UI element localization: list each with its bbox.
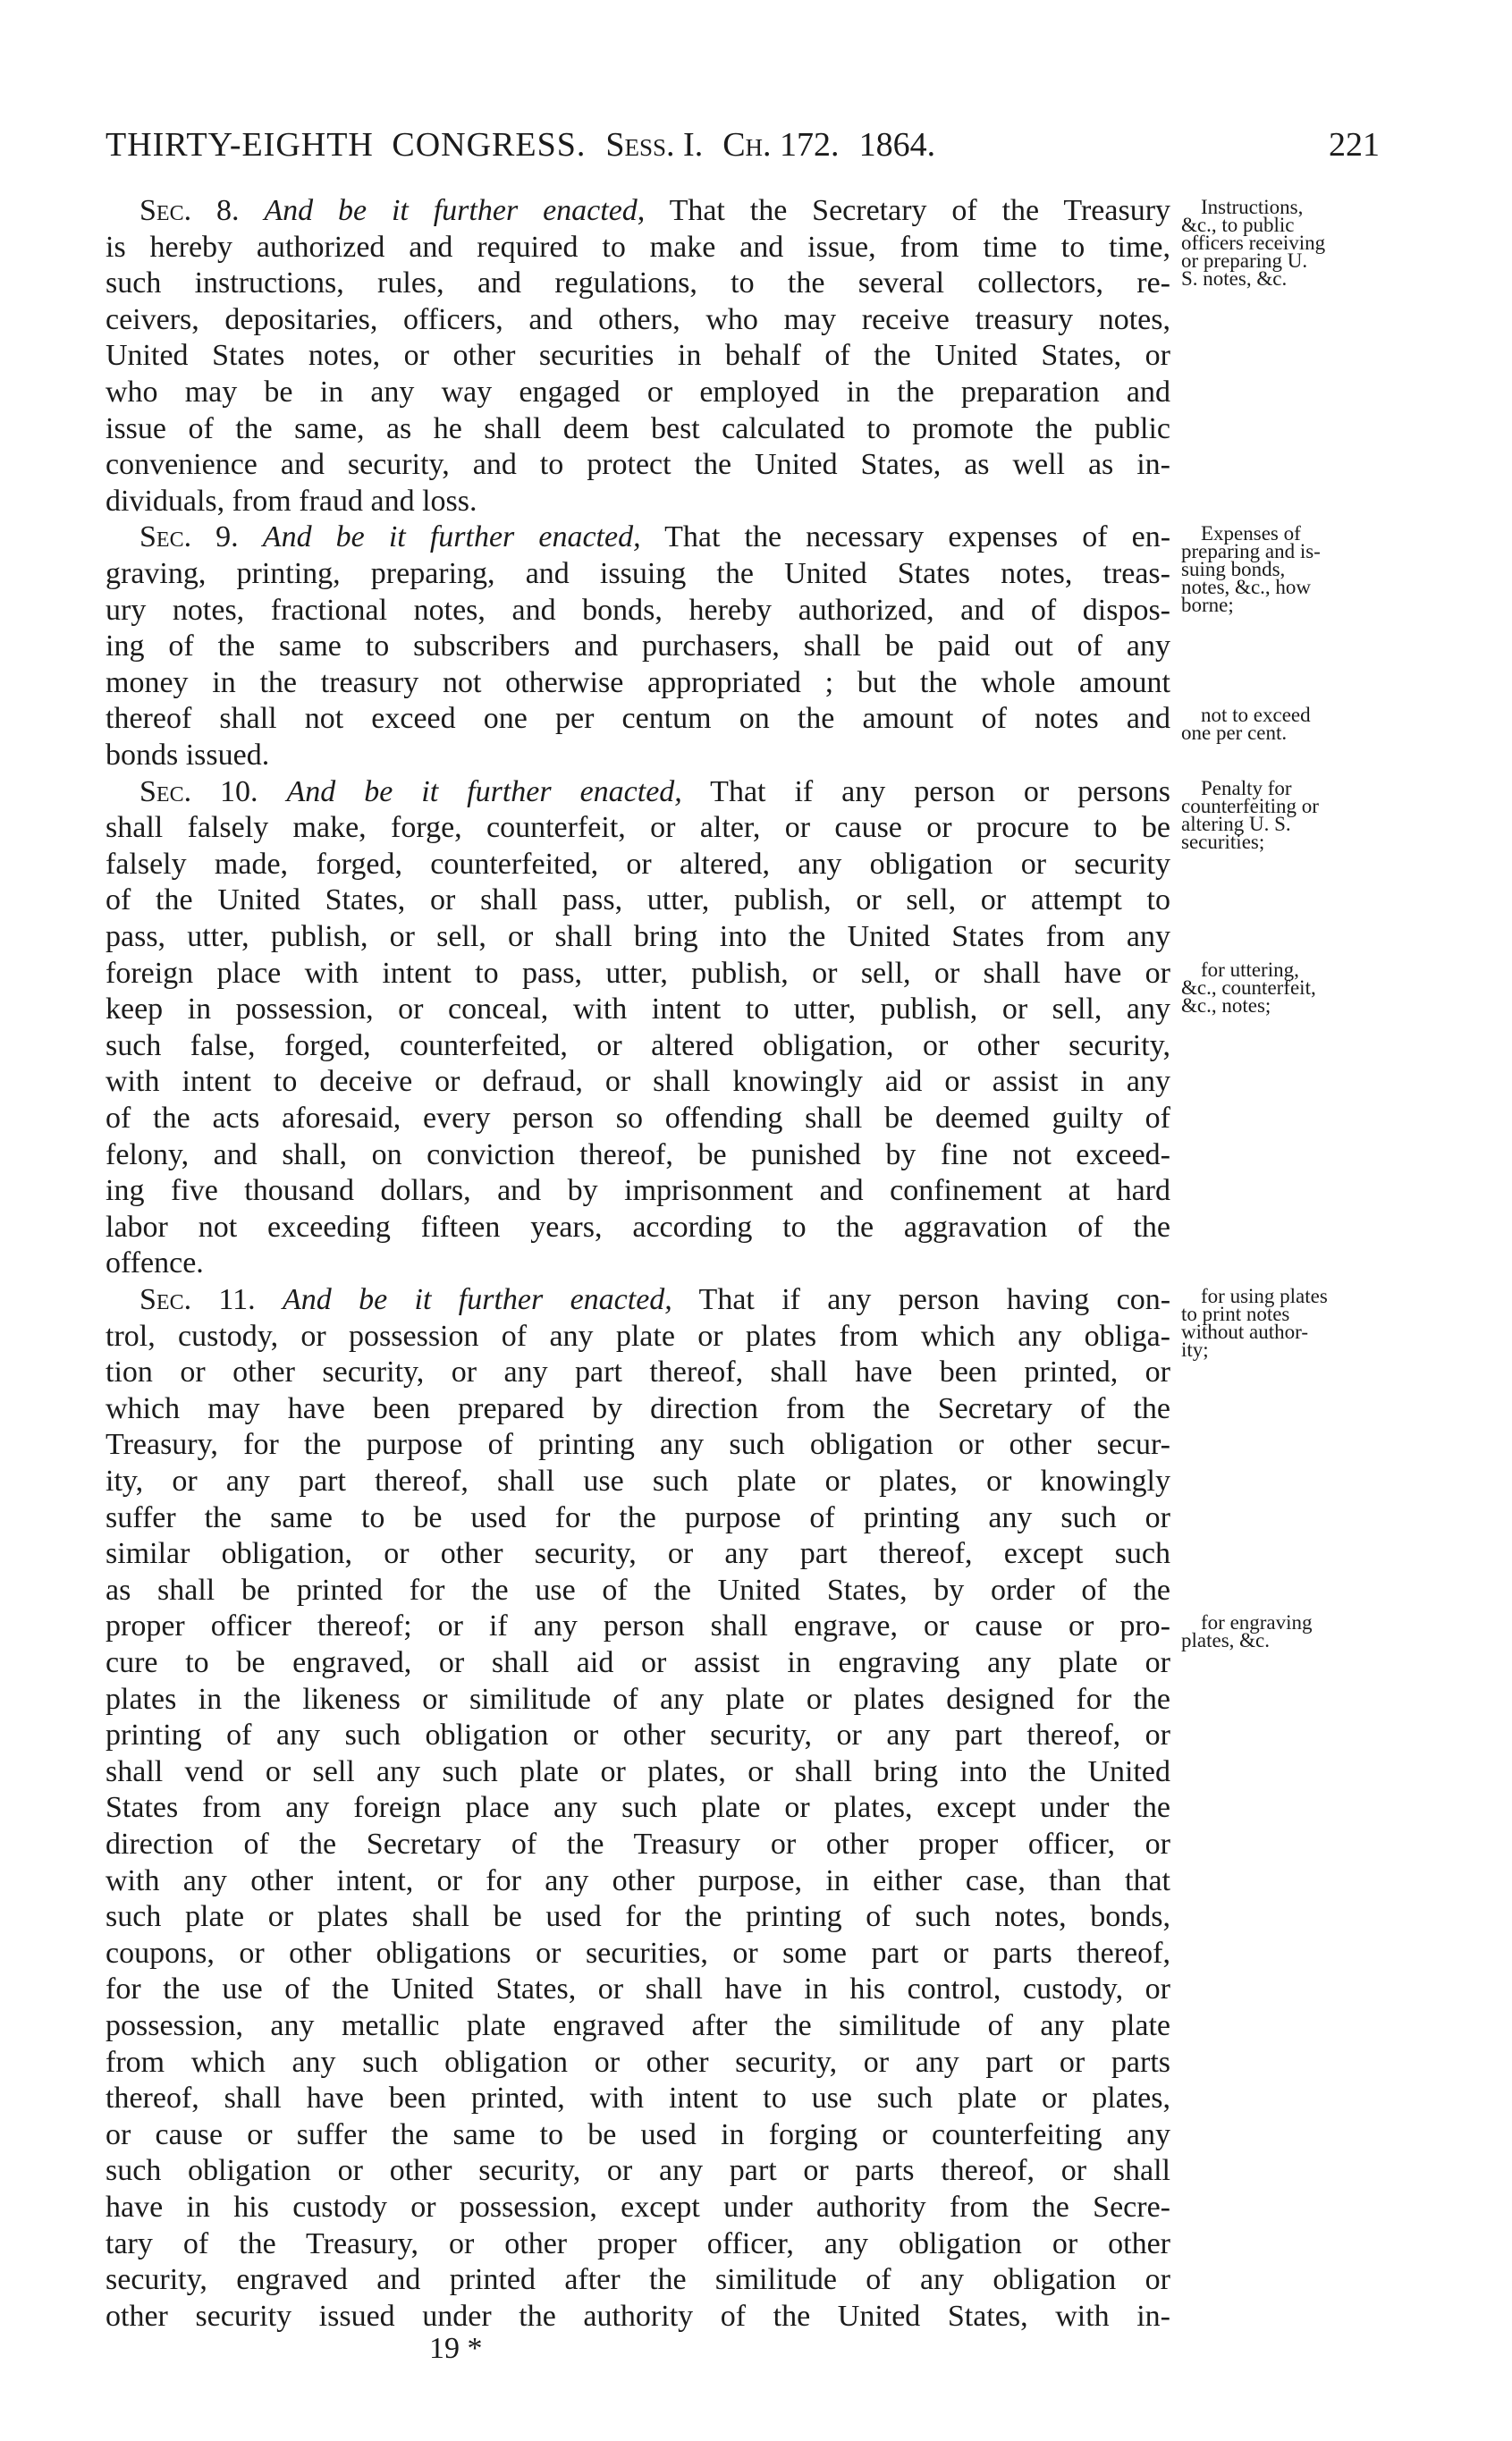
text-line: thereof shall not exceed one per centum on the amount of notes and <box>106 702 1170 736</box>
enacting-clause: And be it further enacted, <box>286 774 682 808</box>
text-line: as shall be printed for the use of the United States, by order of the <box>106 1573 1170 1607</box>
text-line: who may be in any way engaged or employed in the preparation and <box>106 376 1170 409</box>
text-line: with intent to deceive or defraud, or shall knowingly aid or assist in any <box>106 1065 1170 1099</box>
margin-note-line: preparing and is- <box>1181 540 1321 563</box>
margin-note <box>1181 522 1387 617</box>
header-chapter: Ch. 172. <box>722 126 840 164</box>
margin-note-line: borne; <box>1181 594 1234 617</box>
text-line: coupons, or other obligations or securities, or some part or parts thereof, <box>106 1936 1170 1970</box>
margin-note-line: for uttering, <box>1201 958 1299 981</box>
text-line: ury notes, fractional notes, and bonds, hereby authorized, and of dispos- <box>106 593 1170 627</box>
text-line: States from any foreign place any such plate or plates, except under the <box>106 1791 1170 1825</box>
margin-note-line: suing bonds, <box>1181 558 1286 581</box>
text-line: tary of the Treasury, or other proper officer, any obligation or other <box>106 2226 1170 2260</box>
text-line: ceivers, depositaries, officers, and others, who may receive treasury notes, <box>106 302 1170 336</box>
text-line: shall falsely make, forge, counterfeit, or alter, or cause or procure to be <box>106 811 1170 845</box>
text-line: thereof, shall have been printed, with intent to use such plate or plates, <box>106 2082 1170 2116</box>
text-line: other security issued under the authority of the United States, with in- <box>106 2299 1170 2333</box>
section-number: Sec. 9. <box>139 520 239 554</box>
enacting-clause: And be it further enacted, <box>264 194 646 227</box>
margin-note <box>1181 704 1387 745</box>
text-line: security, engraved and printed after the similitude of any obligation or <box>106 2263 1170 2297</box>
text-line: labor not exceeding fifteen years, according to the aggravation of the <box>106 1210 1170 1244</box>
text-line: shall vend or sell any such plate or plates, or shall bring into the United <box>106 1754 1170 1788</box>
margin-note-line: Expenses of <box>1201 522 1301 545</box>
text-line: ity, or any part thereof, shall use such plate or plates, or knowingly <box>106 1465 1170 1498</box>
line-text: That the necessary expenses of en- <box>664 520 1171 554</box>
text-line: possession, any metallic plate engraved after the similitude of any plate <box>106 2009 1170 2042</box>
header-year: 1864. <box>858 126 936 164</box>
text-line: ing of the same to subscribers and purchasers, shall be paid out of any <box>106 629 1170 663</box>
text-line: direction of the Secretary of the Treasury or other proper officer, or <box>106 1828 1170 1861</box>
running-header <box>106 125 1380 165</box>
margin-note <box>1181 958 1387 1017</box>
text-line: have in his custody or possession, except under authority from the Secre- <box>106 2191 1170 2224</box>
text-line: printing of any such obligation or other security, or any part thereof, or <box>106 1719 1170 1753</box>
margin-note <box>1181 776 1387 853</box>
margin-note-line: altering U. S. <box>1181 812 1291 835</box>
text-line: United States notes, or other securities in behalf of the United States, or <box>106 339 1170 373</box>
margin-note-line: &c., to public <box>1181 214 1295 236</box>
text-line: of the United States, or shall pass, utter, publish, or sell, or attempt to <box>106 883 1170 917</box>
text-line: issue of the same, as he shall deem best calculated to promote the public <box>106 411 1170 445</box>
section-number: Sec. 11. <box>139 1283 256 1316</box>
text-line: ing five thousand dollars, and by imprisonment and confinement at hard <box>106 1174 1170 1208</box>
text-line: Treasury, for the purpose of printing any such obligation or other secur- <box>106 1428 1170 1462</box>
text-line: of the acts aforesaid, every person so offending shall be deemed guilty of <box>106 1102 1170 1135</box>
margin-note <box>1181 1611 1387 1652</box>
margin-note-line: officers receiving <box>1181 232 1326 254</box>
margin-note-line: to print notes <box>1181 1303 1290 1325</box>
text-line: with any other intent, or for any other purpose, in either case, than that <box>106 1863 1170 1897</box>
text-line: proper officer thereof; or if any person shall engrave, or cause or pro- <box>106 1609 1170 1643</box>
margin-note <box>1181 198 1387 288</box>
margin-note-line: plates, &c. <box>1181 1629 1270 1652</box>
text-line: plates in the likeness or similitude of any plate or plates designed for the <box>106 1682 1170 1716</box>
text-line: keep in possession, or conceal, with intent to utter, publish, or sell, any <box>106 992 1170 1026</box>
signature-mark: 19 * <box>429 2332 483 2365</box>
text-line: from which any such obligation or other security, or any part or parts <box>106 2045 1170 2079</box>
margin-note-line: or preparing U. <box>1181 249 1308 272</box>
section-heading-line <box>139 1282 1170 1318</box>
enacting-clause: And be it further enacted, <box>283 1283 672 1316</box>
section-number: Sec. 8. <box>139 194 240 227</box>
text-line: similar obligation, or other security, or any part thereof, except such <box>106 1537 1170 1571</box>
text-line: foreign place with intent to pass, utter, publish, or sell, or shall have or <box>106 956 1170 990</box>
margin-note-line: one per cent. <box>1181 722 1288 745</box>
text-line: falsely made, forged, counterfeited, or altered, any obligation or security <box>106 847 1170 881</box>
text-line: felony, and shall, on conviction thereof, be punished by fine not exceed- <box>106 1137 1170 1171</box>
text-line: for the use of the United States, or shall have in his control, custody, or <box>106 1972 1170 2006</box>
text-line: trol, custody, or possession of any plate or plates from which any obliga- <box>106 1319 1170 1353</box>
page-number: 221 <box>1329 126 1380 164</box>
margin-note-line: securities; <box>1181 830 1265 853</box>
text-line: money in the treasury not otherwise appropriated ; but the whole amount <box>106 665 1170 699</box>
text-line: such obligation or other security, or any part or parts thereof, or shall <box>106 2154 1170 2188</box>
section-heading-line <box>139 774 1170 810</box>
section-heading-line <box>139 193 1170 229</box>
text-line: or cause or suffer the same to be used in forging or counterfeiting any <box>106 2117 1170 2151</box>
margin-note-line: for engraving <box>1201 1611 1313 1634</box>
margin-note-line: counterfeiting or <box>1181 794 1319 817</box>
text-line: offence. <box>106 1246 204 1280</box>
text-line: tion or other security, or any part thereof, shall have been printed, or <box>106 1356 1170 1389</box>
text-line: suffer the same to be used for the purpose of printing any such or <box>106 1500 1170 1534</box>
margin-note <box>1181 1285 1387 1361</box>
margin-note-line: Penalty for <box>1201 776 1292 799</box>
section-heading-line <box>139 519 1170 555</box>
line-text: That the Secretary of the Treasury <box>669 194 1171 227</box>
text-line: which may have been prepared by direction from the Secretary of the <box>106 1391 1170 1425</box>
text-line: cure to be engraved, or shall aid or assist in engraving any plate or <box>106 1646 1170 1679</box>
text-line: graving, printing, preparing, and issuing the United States notes, treas- <box>106 557 1170 590</box>
text-line: dividuals, from fraud and loss. <box>106 484 477 518</box>
margin-note-line: S. notes, &c. <box>1181 267 1288 290</box>
margin-note-line: for using plates <box>1201 1285 1328 1307</box>
margin-note-line: &c., notes; <box>1181 993 1271 1017</box>
text-line: convenience and security, and to protect the United States, as well as in- <box>106 448 1170 482</box>
line-text: That if any person or persons <box>710 774 1171 808</box>
text-line: is hereby authorized and required to make and issue, from time to time, <box>106 230 1170 264</box>
enacting-clause: And be it further enacted, <box>262 520 641 554</box>
line-text: That if any person having con- <box>698 1283 1171 1316</box>
text-line: pass, utter, publish, or sell, or shall bring into the United States from any <box>106 920 1170 953</box>
section-number: Sec. 10. <box>139 774 258 808</box>
text-line: bonds issued. <box>106 739 270 772</box>
margin-note-line: Instructions, <box>1201 196 1304 218</box>
margin-note-line: without author- <box>1181 1321 1308 1343</box>
margin-note-line: &c., counterfeit, <box>1181 976 1316 999</box>
text-line: such plate or plates shall be used for the printing of such notes, bonds, <box>106 1900 1170 1934</box>
header-title: THIRTY-EIGHTH CONGRESS. <box>106 126 587 164</box>
text-line: such instructions, rules, and regulations, to the several collectors, re- <box>106 266 1170 300</box>
text-line: such false, forged, counterfeited, or altered obligation, or other security, <box>106 1028 1170 1062</box>
margin-note-line: ity; <box>1181 1339 1209 1361</box>
header-session: Sess. I. <box>605 126 704 164</box>
margin-note-line: notes, &c., how <box>1181 576 1312 599</box>
margin-note-line: not to exceed <box>1201 704 1311 727</box>
